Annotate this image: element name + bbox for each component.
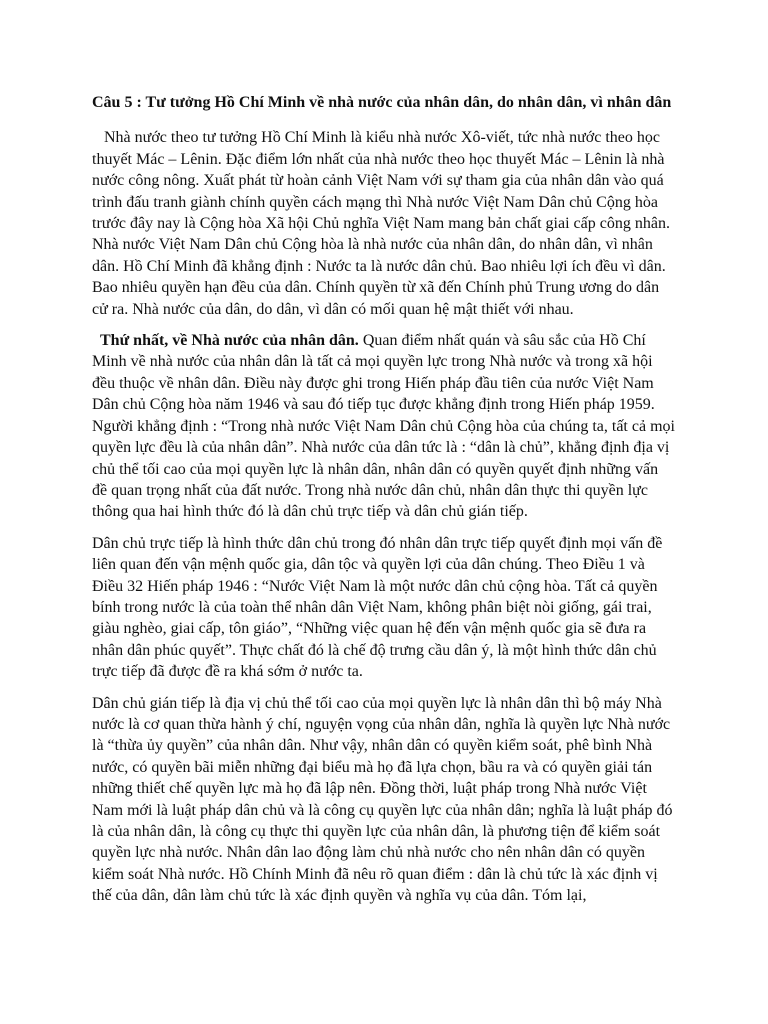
paragraph-intro [92,127,676,320]
document-page [92,92,676,917]
question-title: Câu 5 : Tư tưởng Hồ Chí Minh về nhà nước của nhân dân, do nhân dân, vì nhân dân [92,94,672,111]
paragraph-first-point-text: Quan điểm nhất quán và sâu sắc của Hồ Chí Minh về nhà nước của nhân dân là tất cả mọi quyền lực trong Nhà nước và trong xã hội đều thuộc về nhân dân. Điều này được ghi trong Hiến pháp đầu tiên của nước Việt Nam Dân chủ Cộng hòa năm 1946 và sau đó tiếp tục được khẳng định trong Hiến pháp 1959. Người khẳng định : “Trong nhà nước Việt Nam Dân chủ Cộng hòa của chúng ta, tất cả mọi quyền lực đều là của nhân dân”. Nhà nước của dân tức là : “dân là chủ”, khẳng định địa vị chủ thể tối cao của mọi quyền lực là nhân dân, nhân dân có quyền quyết định những vấn đề quan trọng nhất của đất nước. Trong nhà nước dân chủ, nhân dân thực thi quyền lực thông qua hai hình thức đó là dân chủ trực tiếp và dân chủ gián tiếp. [92,332,675,521]
paragraph-first-point [92,330,676,523]
paragraph-indirect-democracy [92,693,676,907]
paragraph-first-point-lead: Thứ nhất, về Nhà nước của nhân dân. [100,332,359,350]
paragraph-indirect-democracy-text: Dân chủ gián tiếp là địa vị chủ thể tối cao của mọi quyền lực là nhân dân thì bộ máy Nhà nước là cơ quan thừa hành ý chí, nguyện vọng của nhân dân, nghĩa là quyền lực Nhà nước là “thừa ủy quyền” của nhân dân. Như vậy, nhân dân có quyền kiểm soát, phê bình Nhà nước, có quyền bãi miễn những đại biểu mà họ đã lựa chọn, bầu ra và có quyền giải tán những thiết chế quyền lực mà họ đã lập nên. Đồng thời, luật pháp trong Nhà nước Việt Nam mới là luật pháp dân chủ và là công cụ quyền lực của nhân dân; nghĩa là luật pháp đó là của nhân dân, là công cụ thực thi quyền lực của nhân dân, là phương tiện để kiểm soát quyền lực nhà nước. Nhân dân lao động làm chủ nhà nước cho nên nhân dân có quyền kiểm soát Nhà nước. Hồ Chính Minh đã nêu rõ quan điểm : dân là chủ tức là xác định vị thế của dân, dân làm chủ tức là xác định quyền và nghĩa vụ của dân. Tóm lại, [92,694,673,905]
paragraph-intro-text: Nhà nước theo tư tưởng Hồ Chí Minh là kiểu nhà nước Xô-viết, tức nhà nước theo học thuyết Mác – Lênin. Đặc điểm lớn nhất của nhà nước theo học thuyết Mác – Lênin là nhà nước công nông. Xuất phát từ hoàn cảnh Việt Nam với sự tham gia của nhân dân vào quá trình đấu tranh giành chính quyền cách mạng thì Nhà nước Việt Nam Dân chủ Cộng hòa trước đây nay là Cộng hòa Xã hội Chủ nghĩa Việt Nam mang bản chất giai cấp công nhân. Nhà nước Việt Nam Dân chủ Cộng hòa là nhà nước của nhân dân, do nhân dân, vì nhân dân. Hồ Chí Minh đã khẳng định : Nước ta là nước dân chủ. Bao nhiêu lợi ích đều vì dân. Bao nhiêu quyền hạn đều của dân. Chính quyền từ xã đến Chính phủ Trung ương do dân cử ra. Nhà nước của dân, do dân, vì dân có mối quan hệ mật thiết với nhau. [92,129,670,318]
paragraph-direct-democracy-text: Dân chủ trực tiếp là hình thức dân chủ trong đó nhân dân trực tiếp quyết định mọi vấn đề liên quan đến vận mệnh quốc gia, dân tộc và quyền lợi của dân chúng. Theo Điều 1 và Điều 32 Hiến pháp 1946 : “Nước Việt Nam là một nước dân chủ cộng hòa. Tất cả quyền bính trong nước là của toàn thể nhân dân Việt Nam, không phân biệt nòi giống, gái trai, giàu nghèo, giai cấp, tôn giáo”, “Những việc quan hệ đến vận mệnh quốc gia sẽ đưa ra nhân dân phúc quyết”. Thực chất đó là chế độ trưng cầu dân ý, là một hình thức dân chủ trực tiếp đã được đề ra khá sớm ở nước ta. [92,534,663,681]
paragraph-direct-democracy [92,533,676,683]
